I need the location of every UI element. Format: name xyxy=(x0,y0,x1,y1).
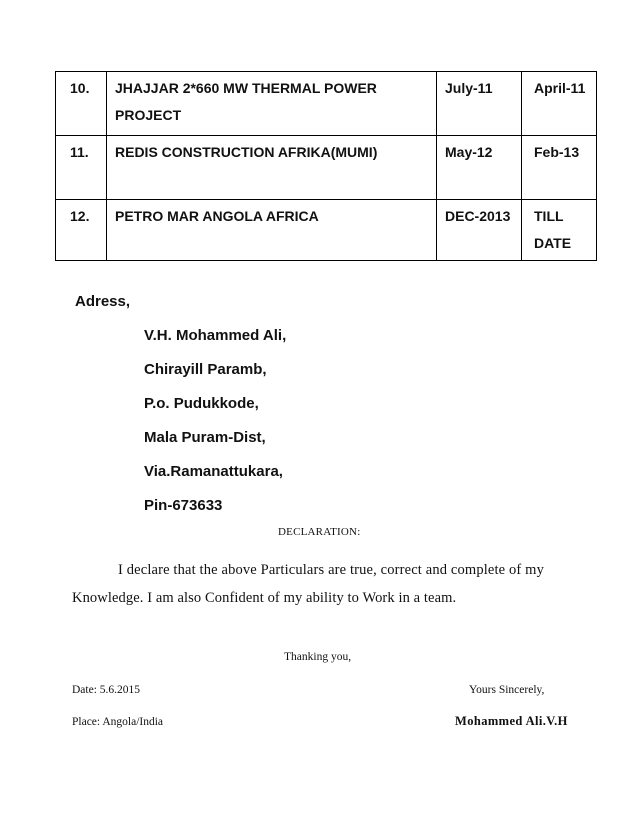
address-line: V.H. Mohammed Ali, xyxy=(144,327,287,344)
company-name-cont: PROJECT xyxy=(115,107,182,123)
declaration-text-line1: I declare that the above Particulars are true, correct and complete of my xyxy=(118,562,545,578)
address-line: P.o. Pudukkode, xyxy=(144,395,259,412)
to-date-cell xyxy=(522,136,597,200)
declaration-text-line2: Knowledge. I am also Confident of my ability to Work in a team. xyxy=(72,590,457,606)
declaration-title: DECLARATION: xyxy=(278,526,361,538)
company-name: PETRO MAR ANGOLA AFRICA xyxy=(115,208,319,224)
address-line: Chirayill Paramb, xyxy=(144,361,267,378)
company-cell xyxy=(107,136,437,200)
place-text: Place: Angola/India xyxy=(72,716,164,728)
company-name: JHAJJAR 2*660 MW THERMAL POWER xyxy=(115,80,377,96)
to-date-cell xyxy=(522,72,597,136)
company-cell xyxy=(107,200,437,261)
from-date: May-12 xyxy=(437,136,522,200)
row-number: 11. xyxy=(56,136,107,200)
to-date: Feb-13 xyxy=(534,144,580,160)
date-text: Date: 5.6.2015 xyxy=(72,684,141,696)
company-cell xyxy=(107,72,437,136)
table-row xyxy=(56,72,597,136)
to-date: TILL xyxy=(534,208,564,224)
from-date: July-11 xyxy=(437,72,522,136)
to-date: April-11 xyxy=(534,80,586,96)
table-row xyxy=(56,200,597,261)
to-date-cell xyxy=(522,200,597,261)
yours-sincerely: Yours Sincerely, xyxy=(469,684,545,696)
to-date-cont: DATE xyxy=(534,235,572,251)
experience-table xyxy=(55,71,597,261)
row-number: 12. xyxy=(56,200,107,261)
address-heading: Adress, xyxy=(75,293,131,310)
signature-name: Mohammed Ali.V.H xyxy=(455,714,568,728)
address-line: Mala Puram-Dist, xyxy=(144,429,266,446)
address-line: Via.Ramanattukara, xyxy=(144,463,283,480)
table-row xyxy=(56,136,597,200)
address-line: Pin-673633 xyxy=(144,497,223,514)
row-number: 10. xyxy=(56,72,107,136)
company-name: REDIS CONSTRUCTION AFRIKA(MUMI) xyxy=(115,144,378,160)
thanking-text: Thanking you, xyxy=(284,651,352,663)
from-date: DEC-2013 xyxy=(437,200,522,261)
